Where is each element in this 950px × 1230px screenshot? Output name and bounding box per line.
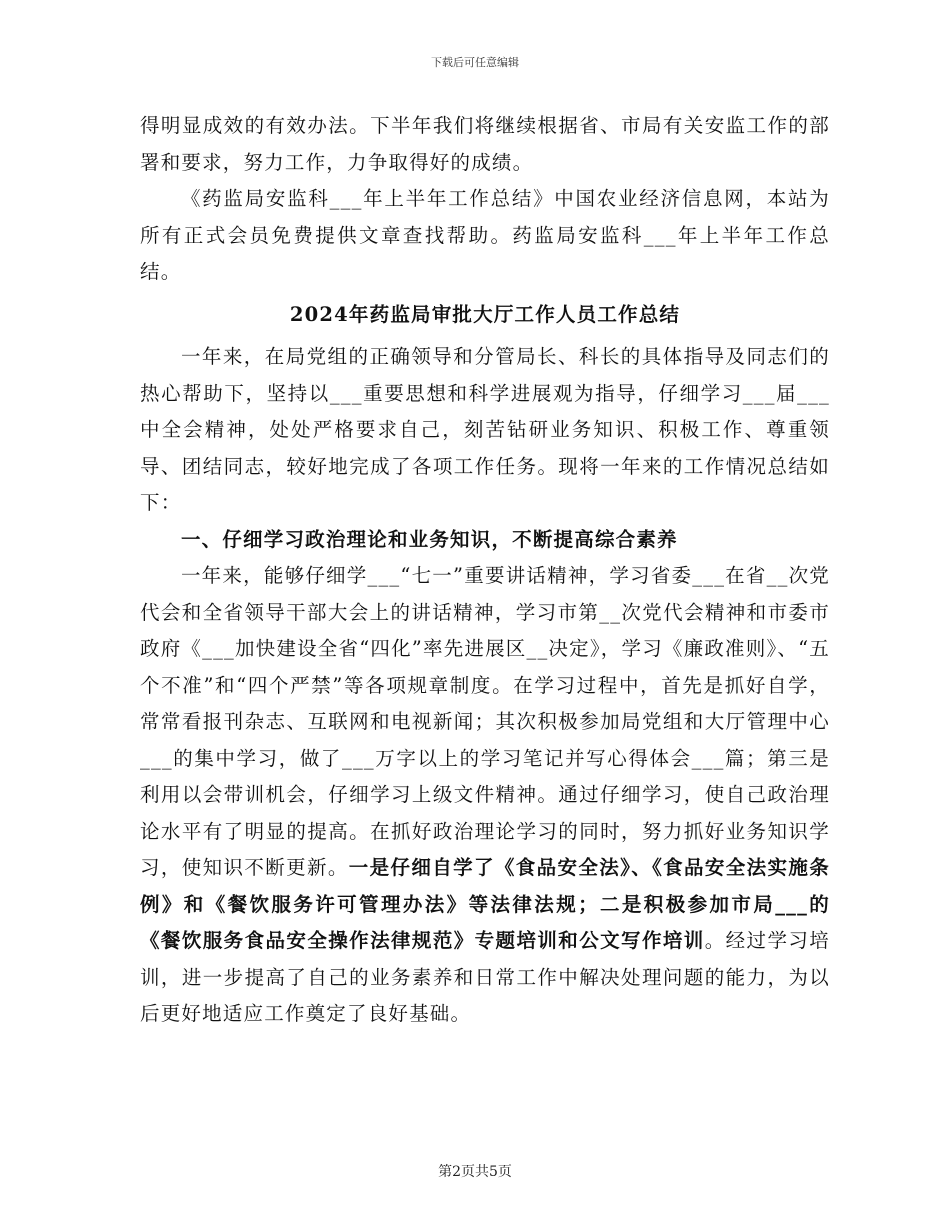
document-title: 2024年药监局审批大厅工作人员工作总结 bbox=[289, 302, 681, 326]
paragraph-section-1-text: 一年来，能够仔细学___“七一”重要讲话精神，学习省委___在省__次党代会和全省领导干部大会上的讲话精神，学习市第__次党代会精神和市委市政府《___加快建设全省“四化”率先进展区__决定》，学习《廉政准则》、“五个不准”和“四个严禁”等各项规章制度。在学习过程中，首先是抓好自学，常常看报刊杂志、互联网和电视新闻；其次积极参加局党组和大厅管理中心___的集中学习，做了___万字以上的学习笔记并写心得体会___篇；第三是利用以会带训机会，仔细学习上级文件精神。通过仔细学习，使自己政治理论水平有了明显的提高。在抓好政治理论学习的同时，努力抓好业务知识学习，使知识不断更新。 bbox=[140, 564, 830, 879]
paragraph-section-1-bold-text: 一是仔细自学了《食品安全法》、《食品安全法实施条例》和《餐饮服务许可管理办法》等法律法规；二是积极参加市局___的《餐饮服务食品安全操作法律规范》专题培训和公文写作培训 bbox=[140, 856, 830, 952]
section-heading-1: 一、仔细学习政治理论和业务知识，不断提高综合素养 bbox=[180, 527, 678, 551]
document-body bbox=[140, 108, 830, 1033]
paragraph-section-1-tail: 。经过学习培训，进一步提高了自己的业务素养和日常工作中解决处理问题的能力，为以后更好地适应工作奠定了良好基础。 bbox=[140, 929, 830, 1025]
paragraph-source-note: 《药监局安监科___年上半年工作总结》中国农业经济信息网，本站为所有正式会员免费提供文章查找帮助。药监局安监科___年上半年工作总结。 bbox=[140, 187, 830, 283]
page-header-note: 下载后可任意编辑 bbox=[431, 56, 519, 69]
paragraph-section-1 bbox=[140, 558, 830, 1033]
paragraph-intro: 一年来，在局党组的正确领导和分管局长、科长的具体指导及同志们的热心帮助下，坚持以___重要思想和科学进展观为指导，仔细学习___届___中全会精神，处处严格要求自己，刻苦钻研业务知识、积极工作、尊重领导、团结同志，较好地完成了各项工作任务。现将一年来的工作情况总结如下： bbox=[140, 345, 830, 514]
page-number-footer: 第2页共5页 bbox=[438, 1164, 512, 1180]
paragraph-continuation: 得明显成效的有效办法。下半年我们将继续根据省、市局有关安监工作的部署和要求，努力工作，力争取得好的成绩。 bbox=[140, 114, 830, 174]
